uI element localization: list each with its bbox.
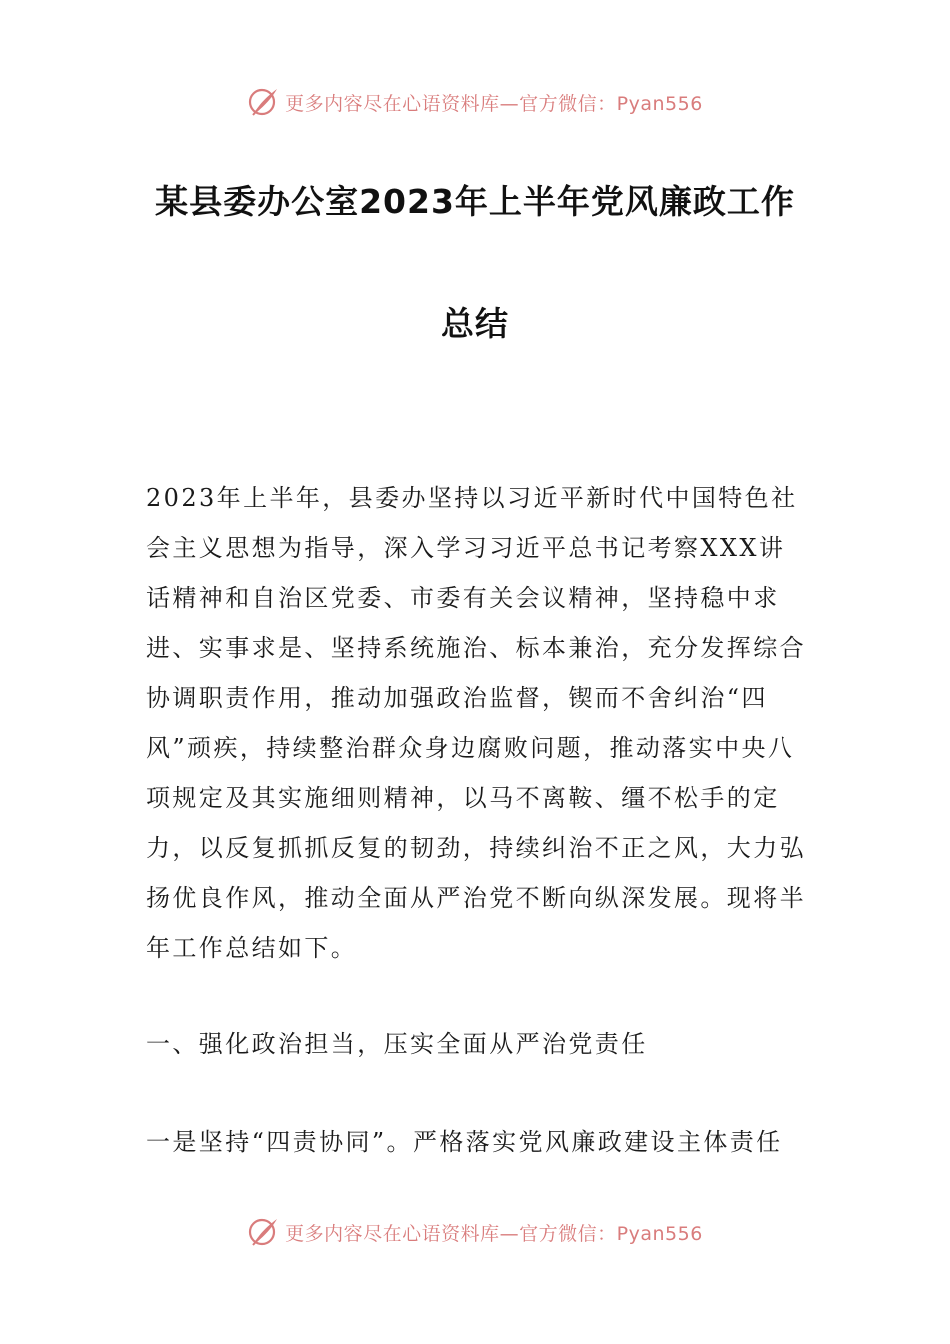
watermark-text: 更多内容尽在心语资料库—官方微信：Pyan556 [285, 1222, 703, 1245]
intro-paragraph: 2023年上半年，县委办坚持以习近平新时代中国特色社会主义思想为指导，深入学习习近平总书记考察XXX讲话精神和自治区党委、市委有关会议精神，坚持稳中求进、实事求是、坚持系统施治、标本兼治，充分发挥综合协调职责作用，推动加强政治监督，锲而不舍纠治“四风”顽疾，持续整治群众身边腐败问题，推动落实中央八项规定及其实施细则精神，以马不离鞍、缰不松手的定力，以反复抓抓反复的韧劲，持续纠治不正之风，大力弘扬优良作风，推动全面从严治党不断向纵深发展。现将半年工作总结如下。 [146, 484, 806, 962]
document-title-line-1: 某县委办公室2023年上半年党风廉政工作 [155, 182, 795, 221]
section-heading: 一、强化政治担当，压实全面从严治党责任 [146, 1030, 648, 1058]
watermark-header [0, 82, 950, 122]
document-title-line-2: 总结 [441, 304, 509, 343]
watermark-footer [0, 1212, 950, 1252]
watermark-text: 更多内容尽在心语资料库—官方微信：Pyan556 [285, 92, 703, 115]
quill-logo-icon [247, 1215, 281, 1249]
quill-logo-icon [247, 85, 281, 119]
section-paragraph: 一是坚持“四责协同”。严格落实党风廉政建设主体责任 [146, 1128, 783, 1156]
